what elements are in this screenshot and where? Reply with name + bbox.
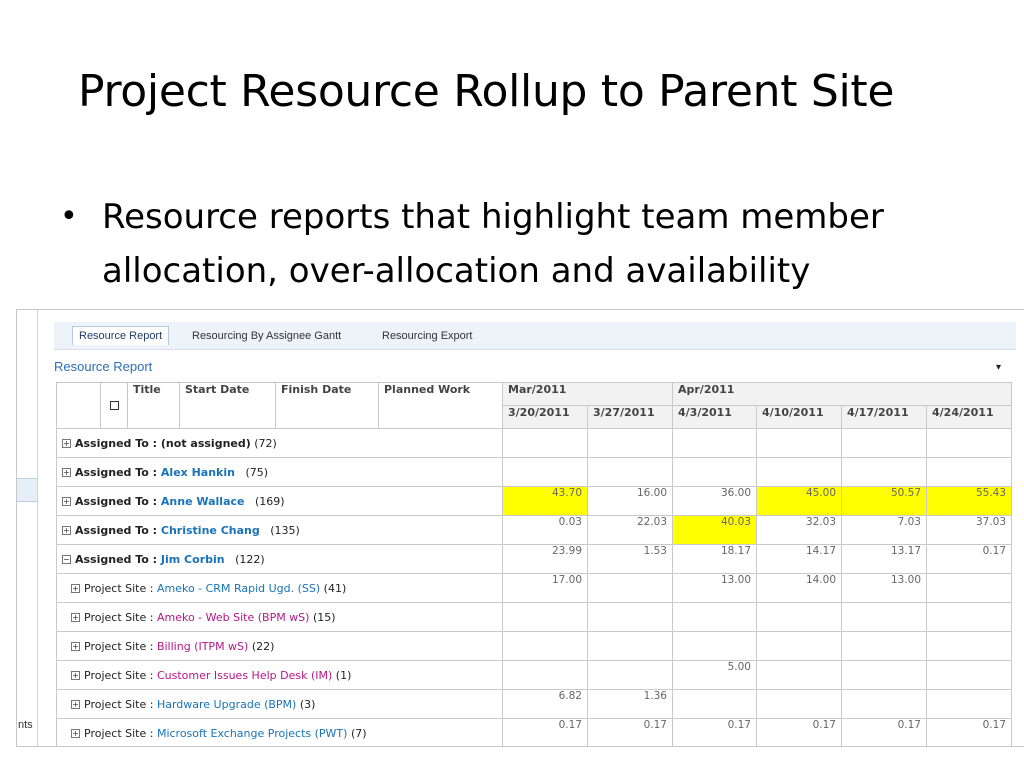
work-value-cell: 0.17 <box>673 719 757 748</box>
tab-resourcing-by-assignee-gantt[interactable]: Resourcing By Assignee Gantt <box>192 330 342 342</box>
work-value-cell: 40.03 <box>673 516 757 545</box>
work-value-cell <box>927 429 1012 458</box>
work-value-cell: 14.17 <box>757 545 842 574</box>
expand-icon[interactable]: + <box>63 467 70 477</box>
work-value-cell: 32.03 <box>757 516 842 545</box>
work-value-cell: 0.03 <box>503 516 588 545</box>
row-label-cell <box>57 661 503 690</box>
row-count: (15) <box>312 610 336 624</box>
table-row[interactable] <box>57 429 1012 458</box>
row-group-name[interactable]: Alex Hankin <box>160 465 235 479</box>
work-value-cell <box>927 574 1012 603</box>
row-label-cell <box>57 632 503 661</box>
report-title: Resource Report <box>54 359 153 374</box>
work-value-cell <box>503 458 588 487</box>
work-value-cell: 1.53 <box>588 545 673 574</box>
work-value-cell <box>927 458 1012 487</box>
work-value-cell <box>757 429 842 458</box>
column-header-title[interactable]: Title <box>128 383 180 429</box>
row-count: (7) <box>350 726 367 740</box>
work-value-cell <box>673 458 757 487</box>
row-count: (75) <box>245 465 269 479</box>
work-value-cell: 13.00 <box>673 574 757 603</box>
row-count: (41) <box>323 581 347 595</box>
report-screenshot <box>16 309 1024 747</box>
tab-resource-report[interactable]: Resource Report <box>72 326 169 345</box>
work-value-cell: 6.82 <box>503 690 588 719</box>
column-header-finish-date[interactable]: Finish Date <box>276 383 379 429</box>
expand-icon[interactable]: + <box>63 525 70 535</box>
work-value-cell: 23.99 <box>503 545 588 574</box>
work-value-cell: 0.17 <box>842 719 927 748</box>
table-row[interactable] <box>57 516 1012 545</box>
work-value-cell <box>842 661 927 690</box>
work-value-cell <box>927 690 1012 719</box>
work-value-cell: 18.17 <box>673 545 757 574</box>
date-header: 3/27/2011 <box>588 406 673 429</box>
row-group-prefix: Assigned To : <box>75 436 161 450</box>
row-group-prefix: Project Site : <box>84 610 157 624</box>
work-value-cell: 14.00 <box>757 574 842 603</box>
row-group-name[interactable]: Hardware Upgrade (BPM) <box>156 697 297 711</box>
expand-icon[interactable]: + <box>72 699 79 709</box>
row-group-prefix: Assigned To : <box>75 552 161 566</box>
row-label-cell <box>57 487 503 516</box>
row-group-name: (not assigned) <box>160 436 251 450</box>
month-header-mar-2011: Mar/2011 <box>503 383 673 406</box>
table-row[interactable] <box>57 574 1012 603</box>
row-label-cell <box>57 545 503 574</box>
work-value-cell <box>842 603 927 632</box>
bullet-icon: • <box>60 199 78 234</box>
row-count: (3) <box>299 697 316 711</box>
row-label-cell <box>57 516 503 545</box>
work-value-cell: 36.00 <box>673 487 757 516</box>
row-group-name[interactable]: Jim Corbin <box>160 552 225 566</box>
work-value-cell <box>757 458 842 487</box>
expand-icon[interactable]: + <box>72 641 79 651</box>
work-value-cell: 22.03 <box>588 516 673 545</box>
chevron-down-icon[interactable]: ▾ <box>996 362 1002 373</box>
expand-icon[interactable]: + <box>72 583 79 593</box>
work-value-cell <box>673 690 757 719</box>
select-all-checkbox[interactable] <box>110 401 119 410</box>
row-count: (72) <box>254 436 277 450</box>
row-label-cell <box>57 458 503 487</box>
column-header-planned-work[interactable]: Planned Work <box>379 383 503 429</box>
date-header: 4/24/2011 <box>927 406 1012 429</box>
work-value-cell <box>842 632 927 661</box>
resource-report-grid <box>56 382 1012 747</box>
row-group-name[interactable]: Microsoft Exchange Projects (PWT) <box>156 726 348 740</box>
work-value-cell: 50.57 <box>842 487 927 516</box>
table-row[interactable] <box>57 661 1012 690</box>
work-value-cell: 16.00 <box>588 487 673 516</box>
work-value-cell <box>757 632 842 661</box>
work-value-cell <box>503 661 588 690</box>
table-row[interactable] <box>57 545 1012 574</box>
work-value-cell <box>588 661 673 690</box>
work-value-cell: 13.00 <box>842 574 927 603</box>
row-group-prefix: Project Site : <box>84 668 157 682</box>
work-value-cell <box>503 603 588 632</box>
table-row[interactable] <box>57 632 1012 661</box>
expand-icon[interactable]: + <box>72 670 79 680</box>
row-group-name[interactable]: Customer Issues Help Desk (IM) <box>156 668 333 682</box>
work-value-cell <box>757 690 842 719</box>
work-value-cell <box>588 458 673 487</box>
work-value-cell <box>588 574 673 603</box>
slide-title: Project Resource Rollup to Parent Site <box>78 66 895 117</box>
work-value-cell: 1.36 <box>588 690 673 719</box>
work-value-cell: 37.03 <box>927 516 1012 545</box>
work-value-cell: 45.00 <box>757 487 842 516</box>
left-nav-selected-item[interactable] <box>17 478 37 502</box>
work-value-cell <box>673 603 757 632</box>
work-value-cell <box>842 690 927 719</box>
row-count: (122) <box>235 552 265 566</box>
expand-icon[interactable]: + <box>63 438 70 448</box>
date-header: 4/10/2011 <box>757 406 842 429</box>
table-row[interactable] <box>57 603 1012 632</box>
work-value-cell <box>927 632 1012 661</box>
work-value-cell <box>503 429 588 458</box>
row-group-name[interactable]: Billing (ITPM wS) <box>156 639 249 653</box>
left-nav-panel <box>17 310 38 746</box>
table-row[interactable] <box>57 487 1012 516</box>
row-group-prefix: Project Site : <box>84 639 157 653</box>
work-value-cell <box>757 603 842 632</box>
work-value-cell <box>842 458 927 487</box>
row-group-name[interactable]: Anne Wallace <box>160 494 245 508</box>
work-value-cell: 0.17 <box>588 719 673 748</box>
row-label-cell <box>57 719 503 748</box>
row-group-prefix: Assigned To : <box>75 494 161 508</box>
report-tab-bar <box>54 322 1016 350</box>
work-value-cell: 17.00 <box>503 574 588 603</box>
work-value-cell: 13.17 <box>842 545 927 574</box>
table-row[interactable] <box>57 719 1012 748</box>
work-value-cell: 0.17 <box>757 719 842 748</box>
row-group-name[interactable]: Christine Chang <box>160 523 260 537</box>
table-row[interactable] <box>57 690 1012 719</box>
work-value-cell: 0.17 <box>927 545 1012 574</box>
row-label-cell <box>57 690 503 719</box>
month-header-apr-2011: Apr/2011 <box>673 383 1012 406</box>
row-group-prefix: Project Site : <box>84 581 157 595</box>
left-nav-cutoff-text: nts <box>18 719 33 731</box>
select-all-cell <box>101 383 128 429</box>
tab-resourcing-export[interactable]: Resourcing Export <box>382 330 473 342</box>
collapse-icon[interactable]: − <box>63 554 70 564</box>
work-value-cell: 0.17 <box>503 719 588 748</box>
expand-icon[interactable]: + <box>72 728 79 738</box>
work-value-cell <box>503 632 588 661</box>
work-value-cell <box>757 661 842 690</box>
work-value-cell <box>842 429 927 458</box>
row-group-prefix: Project Site : <box>84 726 157 740</box>
row-group-prefix: Assigned To : <box>75 523 161 537</box>
row-group-name[interactable]: Ameko - Web Site (BPM wS) <box>156 610 310 624</box>
row-count: (169) <box>254 494 285 508</box>
work-value-cell: 43.70 <box>503 487 588 516</box>
column-header-start-date[interactable]: Start Date <box>180 383 276 429</box>
work-value-cell <box>588 429 673 458</box>
work-value-cell <box>927 661 1012 690</box>
row-label-cell <box>57 429 503 458</box>
row-label-cell <box>57 603 503 632</box>
row-group-prefix: Assigned To : <box>75 465 161 479</box>
table-row[interactable] <box>57 458 1012 487</box>
work-value-cell <box>588 603 673 632</box>
work-value-cell <box>588 632 673 661</box>
work-value-cell: 0.17 <box>927 719 1012 748</box>
date-header: 4/17/2011 <box>842 406 927 429</box>
work-value-cell <box>673 632 757 661</box>
date-header: 3/20/2011 <box>503 406 588 429</box>
work-value-cell <box>673 429 757 458</box>
expand-icon[interactable]: + <box>72 612 79 622</box>
work-value-cell: 55.43 <box>927 487 1012 516</box>
bullet-text: Resource reports that highlight team member allocation, over-allocation and availability <box>102 197 884 291</box>
work-value-cell: 5.00 <box>673 661 757 690</box>
row-group-prefix: Project Site : <box>84 697 157 711</box>
work-value-cell <box>927 603 1012 632</box>
date-header: 4/3/2011 <box>673 406 757 429</box>
row-count: (135) <box>270 523 300 537</box>
row-label-cell <box>57 574 503 603</box>
expand-icon[interactable]: + <box>63 496 70 506</box>
row-header-cell <box>57 383 101 429</box>
work-value-cell: 7.03 <box>842 516 927 545</box>
row-count: (22) <box>251 639 275 653</box>
row-count: (1) <box>335 668 352 682</box>
row-group-name[interactable]: Ameko - CRM Rapid Ugd. (SS) <box>156 581 321 595</box>
